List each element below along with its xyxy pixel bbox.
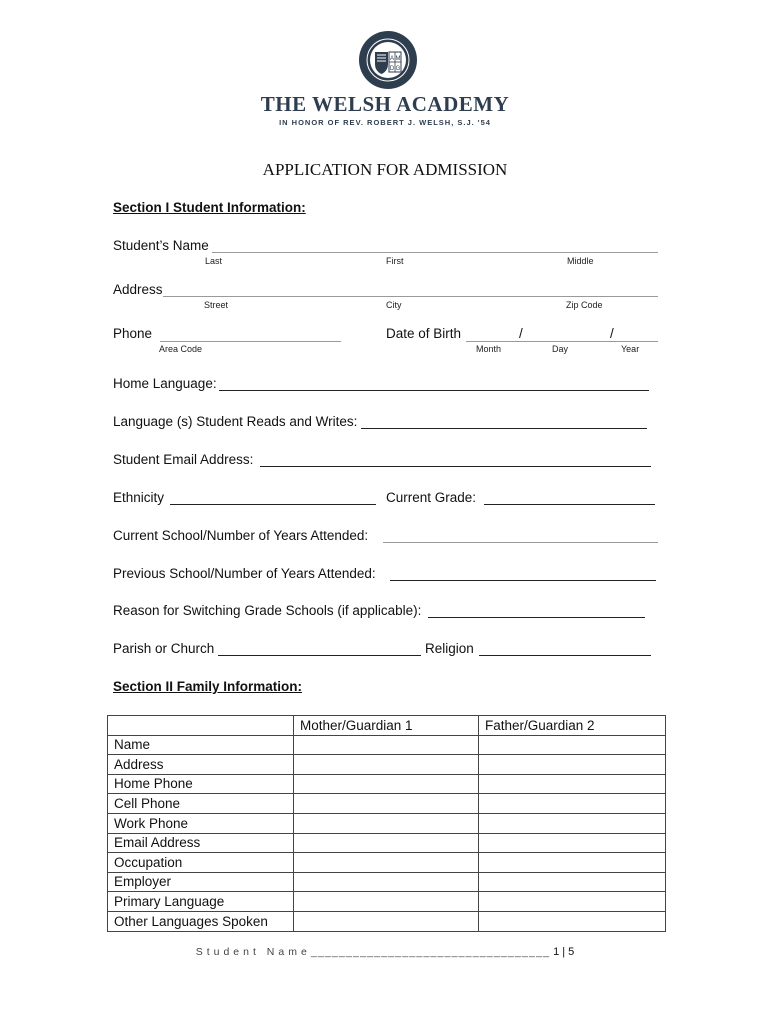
ethnicity-field[interactable] — [170, 504, 376, 505]
current-grade-field[interactable] — [484, 504, 655, 505]
sublabel-city: City — [386, 300, 402, 310]
table-row — [108, 911, 666, 931]
mother-primary-language-cell[interactable] — [294, 892, 479, 912]
page-footer — [0, 946, 770, 958]
page-title: APPLICATION FOR ADMISSION — [262, 160, 508, 179]
father-work-phone-cell[interactable] — [479, 813, 666, 833]
header-father-guardian: Father/Guardian 2 — [479, 716, 666, 736]
section-2-heading: Section II Family Information: — [113, 679, 303, 694]
sublabel-month: Month — [476, 344, 502, 354]
row-label: Primary Language — [108, 892, 294, 912]
mother-address-cell[interactable] — [294, 755, 479, 775]
mother-email-cell[interactable] — [294, 833, 479, 853]
table-row — [108, 833, 666, 853]
school-tagline: IN HONOR OF REV. ROBERT J. WELSH, S.J. '54 — [279, 118, 491, 127]
dob-label: Date of Birth — [386, 326, 462, 341]
sublabel-zip: Zip Code — [566, 300, 603, 310]
mother-other-languages-cell[interactable] — [294, 911, 479, 931]
seal-letter: M — [395, 56, 401, 62]
header-mother-guardian: Mother/Guardian 1 — [294, 716, 479, 736]
sublabel-middle: Middle — [567, 256, 594, 266]
father-employer-cell[interactable] — [479, 872, 666, 892]
table-row — [108, 872, 666, 892]
sublabel-street: Street — [204, 300, 229, 310]
address-field[interactable] — [163, 296, 658, 297]
table-header-row — [108, 716, 666, 736]
page-number: 1 | 5 — [553, 946, 575, 958]
table-row — [108, 813, 666, 833]
religion-label: Religion — [425, 641, 474, 656]
sublabel-year: Year — [621, 344, 640, 354]
father-home-phone-cell[interactable] — [479, 774, 666, 794]
previous-school-field[interactable] — [390, 580, 656, 581]
reads-writes-label: Language (s) Student Reads and Writes: — [113, 414, 358, 429]
seal-letter: A — [389, 56, 395, 62]
dob-separator: / — [519, 326, 523, 341]
row-label: Other Languages Spoken — [108, 911, 294, 931]
reason-label: Reason for Switching Grade Schools (if applicable): — [113, 603, 422, 618]
home-language-field[interactable] — [219, 390, 649, 391]
sublabel-first: First — [386, 256, 404, 266]
row-label: Cell Phone — [108, 794, 294, 814]
current-school-label: Current School/Number of Years Attended: — [113, 528, 369, 543]
student-name-label: Student’s Name — [113, 238, 209, 253]
table-row — [108, 735, 666, 755]
mother-name-cell[interactable] — [294, 735, 479, 755]
mother-employer-cell[interactable] — [294, 872, 479, 892]
row-label: Name — [108, 735, 294, 755]
row-label: Home Phone — [108, 774, 294, 794]
mother-work-phone-cell[interactable] — [294, 813, 479, 833]
table-row — [108, 892, 666, 912]
row-label: Address — [108, 755, 294, 775]
reads-writes-field[interactable] — [361, 428, 647, 429]
sublabel-area-code: Area Code — [159, 344, 203, 354]
row-label: Email Address — [108, 833, 294, 853]
current-school-field[interactable] — [383, 542, 658, 543]
table-row — [108, 794, 666, 814]
mother-cell-phone-cell[interactable] — [294, 794, 479, 814]
ethnicity-label: Ethnicity — [113, 490, 165, 505]
row-label: Employer — [108, 872, 294, 892]
dob-field[interactable] — [466, 341, 658, 342]
phone-field[interactable] — [160, 341, 341, 342]
address-label: Address — [113, 282, 163, 297]
header-cell-empty — [108, 716, 294, 736]
current-grade-label: Current Grade: — [386, 490, 477, 505]
section-1-heading: Section I Student Information: — [113, 200, 306, 215]
seal-letter: G — [395, 66, 401, 72]
seal-letter: D — [389, 66, 395, 72]
father-primary-language-cell[interactable] — [479, 892, 666, 912]
previous-school-label: Previous School/Number of Years Attended: — [113, 566, 376, 581]
table-row — [108, 853, 666, 873]
father-name-cell[interactable] — [479, 735, 666, 755]
mother-occupation-cell[interactable] — [294, 853, 479, 873]
student-email-label: Student Email Address: — [113, 452, 254, 467]
sublabel-last: Last — [205, 256, 223, 266]
parish-label: Parish or Church — [113, 641, 215, 656]
row-label: Work Phone — [108, 813, 294, 833]
reason-field[interactable] — [428, 617, 645, 618]
father-occupation-cell[interactable] — [479, 853, 666, 873]
school-name: THE WELSH ACADEMY — [260, 92, 510, 116]
table-row — [108, 755, 666, 775]
family-information-table — [107, 715, 666, 932]
father-address-cell[interactable] — [479, 755, 666, 775]
father-other-languages-cell[interactable] — [479, 911, 666, 931]
home-language-label: Home Language: — [113, 376, 217, 391]
school-seal-logo — [358, 30, 418, 90]
phone-label: Phone — [113, 326, 153, 341]
table-row — [108, 774, 666, 794]
mother-home-phone-cell[interactable] — [294, 774, 479, 794]
student-name-field[interactable] — [212, 252, 658, 253]
parish-field[interactable] — [218, 655, 421, 656]
footer-student-name-label: Student Name — [195, 946, 311, 958]
father-email-cell[interactable] — [479, 833, 666, 853]
dob-separator: / — [610, 326, 614, 341]
religion-field[interactable] — [479, 655, 651, 656]
footer-student-name-blank[interactable]: __________________________________ — [310, 946, 551, 958]
father-cell-phone-cell[interactable] — [479, 794, 666, 814]
student-email-field[interactable] — [260, 466, 651, 467]
sublabel-day: Day — [552, 344, 569, 354]
row-label: Occupation — [108, 853, 294, 873]
